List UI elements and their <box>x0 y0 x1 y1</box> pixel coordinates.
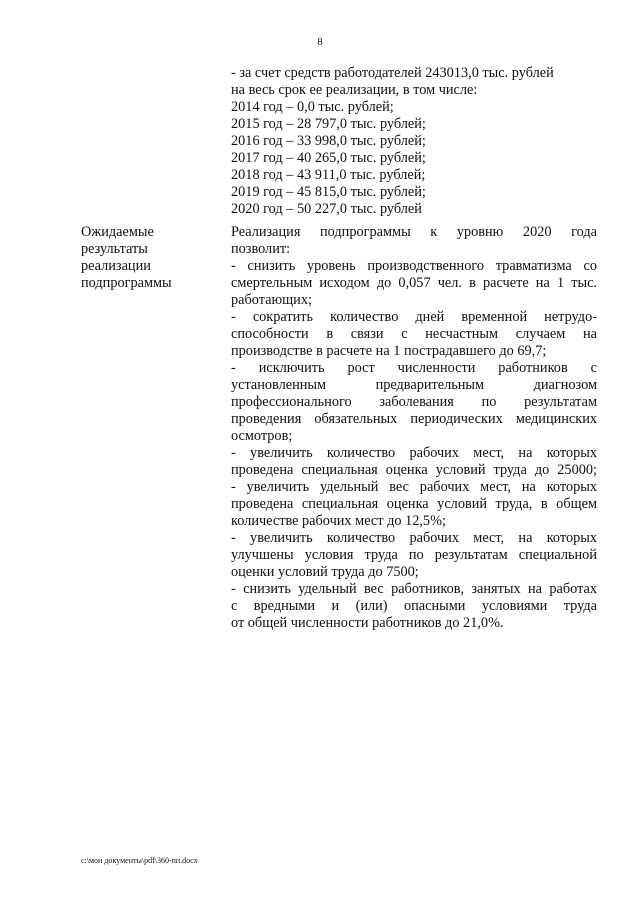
results-line: смертельным исходом до 0,057 чел. в расчете на 1 тыс. <box>231 275 597 291</box>
funding-line: 2014 год – 0,0 тыс. рублей; <box>231 99 394 115</box>
results-line: производстве в расчете на 1 пострадавшего до 69,7; <box>231 343 547 359</box>
results-line: проведена специальная оценка условий труда, в общем <box>231 496 597 512</box>
results-label-line: реализации <box>81 258 151 274</box>
funding-line: 2020 год – 50 227,0 тыс. рублей <box>231 201 422 217</box>
results-line: позволит: <box>231 241 291 257</box>
funding-text <box>231 65 597 218</box>
funding-line: 2018 год – 43 911,0 тыс. рублей; <box>231 167 426 183</box>
footer-file-path: c:\мои документы\pdf\360-пп.docx <box>81 856 198 865</box>
results-line: - увеличить удельный вес рабочих мест, на которых <box>231 479 597 495</box>
funding-line: - за счет средств работодателей 243013,0 тыс. рублей <box>231 65 554 81</box>
funding-line: 2017 год – 40 265,0 тыс. рублей; <box>231 150 426 166</box>
results-line: осмотров; <box>231 428 293 444</box>
results-line: - снизить уровень производственного травматизма со <box>231 258 597 274</box>
funding-line: 2019 год – 45 815,0 тыс. рублей; <box>231 184 426 200</box>
results-line: с вредными и (или) опасными условиями труда <box>231 598 597 614</box>
results-line: оценки условий труда до 7500; <box>231 564 419 580</box>
results-line: проведена специальная оценка условий труда до 25000; <box>231 462 597 478</box>
results-text <box>231 224 597 632</box>
results-line: - увеличить количество рабочих мест, на которых <box>231 530 597 546</box>
results-line: - увеличить количество рабочих мест, на которых <box>231 445 597 461</box>
funding-line: на весь срок ее реализации, в том числе: <box>231 82 478 98</box>
page-number: 8 <box>317 36 323 48</box>
results-line: - сократить количество дней временной нетрудо- <box>231 309 597 325</box>
results-label-line: Ожидаемые <box>81 224 154 240</box>
results-line: - исключить рост численности работников с <box>231 360 597 376</box>
results-line: проведения обязательных периодических медицинских <box>231 411 597 427</box>
results-line: улучшены условия труда по результатам специальной <box>231 547 597 563</box>
results-line: от общей численности работников до 21,0%. <box>231 615 504 631</box>
results-line: профессионального заболевания по результатам <box>231 394 597 410</box>
results-line: способности в связи с несчастным случаем на <box>231 326 597 342</box>
results-label <box>81 224 221 292</box>
results-label-line: результаты <box>81 241 148 257</box>
results-line: количестве рабочих мест до 12,5%; <box>231 513 446 529</box>
funding-line: 2016 год – 33 998,0 тыс. рублей; <box>231 133 426 149</box>
results-line: работающих; <box>231 292 312 308</box>
results-line: - снизить удельный вес работников, занятых на работах <box>231 581 597 597</box>
results-label-line: подпрограммы <box>81 275 172 291</box>
results-line: Реализация подпрограммы к уровню 2020 года <box>231 224 597 240</box>
results-line: установленным предварительным диагнозом <box>231 377 597 393</box>
funding-line: 2015 год – 28 797,0 тыс. рублей; <box>231 116 426 132</box>
